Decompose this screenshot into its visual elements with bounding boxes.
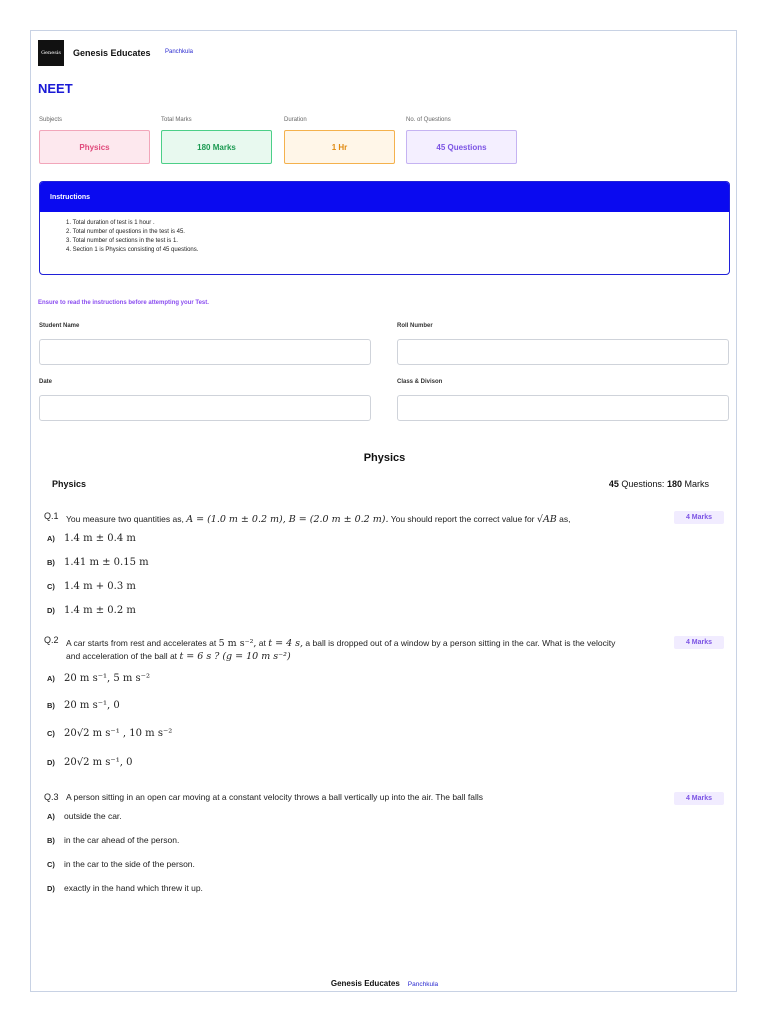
class-label: Class & Divison	[397, 379, 443, 385]
option-label: A)	[47, 674, 55, 683]
option-value: 20 m s⁻¹, 0	[64, 700, 120, 711]
question-math: t = 4 s,	[268, 638, 304, 649]
option-label: B)	[47, 701, 55, 710]
footer-org-name: Genesis Educates	[330, 979, 400, 988]
question-text-part: as,	[559, 514, 571, 524]
option-value: 1.4 m ± 0.4 m	[64, 533, 136, 544]
question-text-part: A car starts from rest and accelerates at	[66, 638, 217, 648]
instructions-panel	[39, 181, 730, 275]
option-b[interactable]	[47, 835, 179, 845]
roll-number-label: Roll Number	[397, 323, 433, 329]
option-value: 20√2 m s⁻¹, 0	[64, 757, 133, 768]
option-label: D)	[47, 606, 55, 615]
question-text	[66, 637, 666, 663]
option-d[interactable]	[47, 757, 132, 768]
question-number: Q.2	[44, 635, 59, 645]
section-name: Physics	[52, 479, 87, 489]
option-c[interactable]	[47, 581, 136, 592]
question-text: A person sitting in an open car moving at a constant velocity throws a ball vertically up into the air. The ball falls	[66, 792, 484, 802]
marks-badge: 4 Marks	[674, 792, 724, 805]
section-marks-count: 180	[666, 479, 682, 489]
questions-count-box: 45 Questions	[406, 130, 517, 164]
section-title: Physics	[363, 452, 406, 464]
date-field[interactable]	[39, 395, 371, 421]
marks-badge: 4 Marks	[674, 511, 724, 524]
option-label: C)	[47, 859, 55, 869]
section-questions-word: Questions:	[621, 479, 665, 489]
date-label: Date	[39, 379, 53, 385]
instruction-item: 1. Total duration of test is 1 hour .	[66, 220, 155, 226]
question-text-part: and acceleration of the ball at	[66, 651, 178, 661]
option-d[interactable]	[47, 605, 136, 616]
question-text	[66, 513, 666, 526]
option-b[interactable]	[47, 557, 149, 568]
option-value: outside the car.	[64, 811, 122, 821]
option-value: 20√2 m s⁻¹ , 10 m s⁻²	[64, 728, 173, 739]
class-field[interactable]	[397, 395, 729, 421]
duration-box: 1 Hr	[284, 130, 395, 164]
question-text-part: a ball is dropped out of a window by a person sitting in the car. What is the velocity	[305, 638, 616, 648]
question-text-part: You should report the correct value for	[390, 514, 535, 524]
question-text-part: at	[258, 638, 266, 648]
question-math: t = 6 s ? (g = 10 m s⁻²)	[179, 651, 291, 662]
option-label: C)	[47, 582, 55, 591]
option-label: D)	[47, 758, 55, 767]
student-name-field[interactable]	[39, 339, 371, 365]
question-math: √AB	[536, 514, 557, 525]
option-d[interactable]	[47, 883, 203, 893]
total-marks-box: 180 Marks	[161, 130, 272, 164]
option-value: exactly in the hand which threw it up.	[64, 883, 203, 893]
test-paper	[30, 30, 737, 992]
footer	[31, 979, 738, 988]
option-value: 20 m s⁻¹, 5 m s⁻²	[64, 673, 150, 684]
total-marks-label: Total Marks	[161, 117, 192, 123]
instructions-list	[40, 212, 729, 255]
subjects-label: Subjects	[39, 117, 63, 123]
subjects-box: Physics	[39, 130, 150, 164]
exam-title: NEET	[38, 81, 73, 96]
option-label: B)	[47, 835, 55, 845]
question-number: Q.1	[44, 511, 59, 521]
student-name-label: Student Name	[39, 323, 80, 329]
option-value: 1.4 m + 0.3 m	[64, 581, 136, 592]
ensure-note: Ensure to read the instructions before attempting your Test.	[38, 300, 209, 306]
option-a[interactable]	[47, 673, 150, 684]
duration-label: Duration	[284, 117, 307, 123]
question-number: Q.3	[44, 792, 59, 802]
option-value: in the car ahead of the person.	[64, 835, 180, 845]
option-value: 1.41 m ± 0.15 m	[64, 557, 149, 568]
option-b[interactable]	[47, 700, 120, 711]
option-c[interactable]	[47, 728, 172, 739]
instruction-item: 3. Total number of sections in the test is 1.	[66, 238, 178, 244]
genesis-logo	[38, 40, 64, 66]
section-marks-word: Marks	[684, 479, 709, 489]
option-label: D)	[47, 883, 55, 893]
roll-number-field[interactable]	[397, 339, 729, 365]
option-value: in the car to the side of the person.	[64, 859, 195, 869]
question-math: 5 m s⁻²,	[218, 638, 257, 649]
option-c[interactable]	[47, 859, 195, 869]
instruction-item: 4. Section 1 is Physics consisting of 45 questions.	[66, 247, 199, 253]
instruction-item: 2. Total number of questions in the test is 45.	[66, 229, 185, 235]
org-name: Genesis Educates	[73, 48, 151, 58]
footer-location: Panchkula	[407, 981, 439, 988]
questions-count-label: No. of Questions	[406, 117, 451, 123]
marks-badge: 4 Marks	[674, 636, 724, 649]
option-a[interactable]	[47, 533, 136, 544]
logo-text: Genesis	[41, 49, 61, 56]
option-label: A)	[47, 534, 55, 543]
question-math: A = (1.0 m ± 0.2 m), B = (2.0 m ± 0.2 m).	[186, 514, 389, 525]
question-text-part: You measure two quantities as,	[66, 514, 184, 524]
section-summary	[609, 479, 709, 489]
instructions-title: Instructions	[40, 182, 729, 212]
option-label: A)	[47, 811, 55, 821]
org-location: Panchkula	[165, 49, 194, 55]
option-label: C)	[47, 729, 55, 738]
option-a[interactable]	[47, 811, 122, 821]
section-question-count: 45	[608, 479, 619, 489]
option-value: 1.4 m ± 0.2 m	[64, 605, 136, 616]
option-label: B)	[47, 558, 55, 567]
